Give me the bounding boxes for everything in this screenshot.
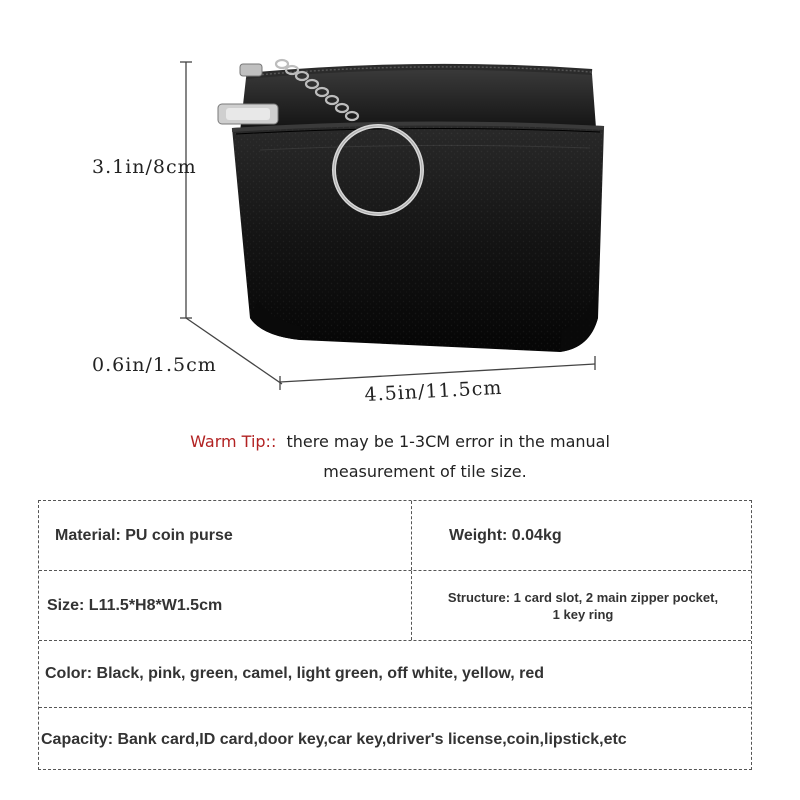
warm-tip-line1 [0, 432, 800, 451]
height-dimension-line [180, 62, 192, 318]
capacity-cell: Capacity: Bank card,ID card,door key,car key,driver's license,coin,lipstick,etc [41, 730, 627, 748]
depth-label: 0.6in/1.5cm [92, 354, 217, 376]
structure-cell [415, 571, 751, 640]
size-cell: Size: L11.5*H8*W1.5cm [47, 596, 223, 614]
warm-tip-label: Warm Tip:: [190, 432, 277, 451]
warm-tip-text: there may be 1-3CM error in the manual [286, 432, 610, 451]
structure-line1: Structure: 1 card slot, 2 main zipper pocket, [447, 589, 719, 605]
coin-purse [232, 67, 604, 352]
spec-table [38, 500, 752, 770]
spec-row-color [39, 641, 751, 708]
warm-tip-line2: measurement of tile size. [323, 462, 527, 481]
spec-row-material [39, 501, 751, 571]
color-cell: Color: Black, pink, green, camel, light green, off white, yellow, red [45, 665, 545, 682]
width-label: 4.5in/11.5cm [364, 376, 503, 406]
height-label: 3.1in/8cm [92, 156, 197, 178]
spec-row-capacity [39, 708, 751, 771]
weight-cell: Weight: 0.04kg [449, 526, 562, 544]
spec-row-size [39, 571, 751, 641]
row-divider [411, 501, 412, 570]
structure-line2: 1 key ring [552, 606, 614, 622]
row-divider [411, 571, 412, 640]
material-cell: Material: PU coin purse [55, 526, 233, 544]
